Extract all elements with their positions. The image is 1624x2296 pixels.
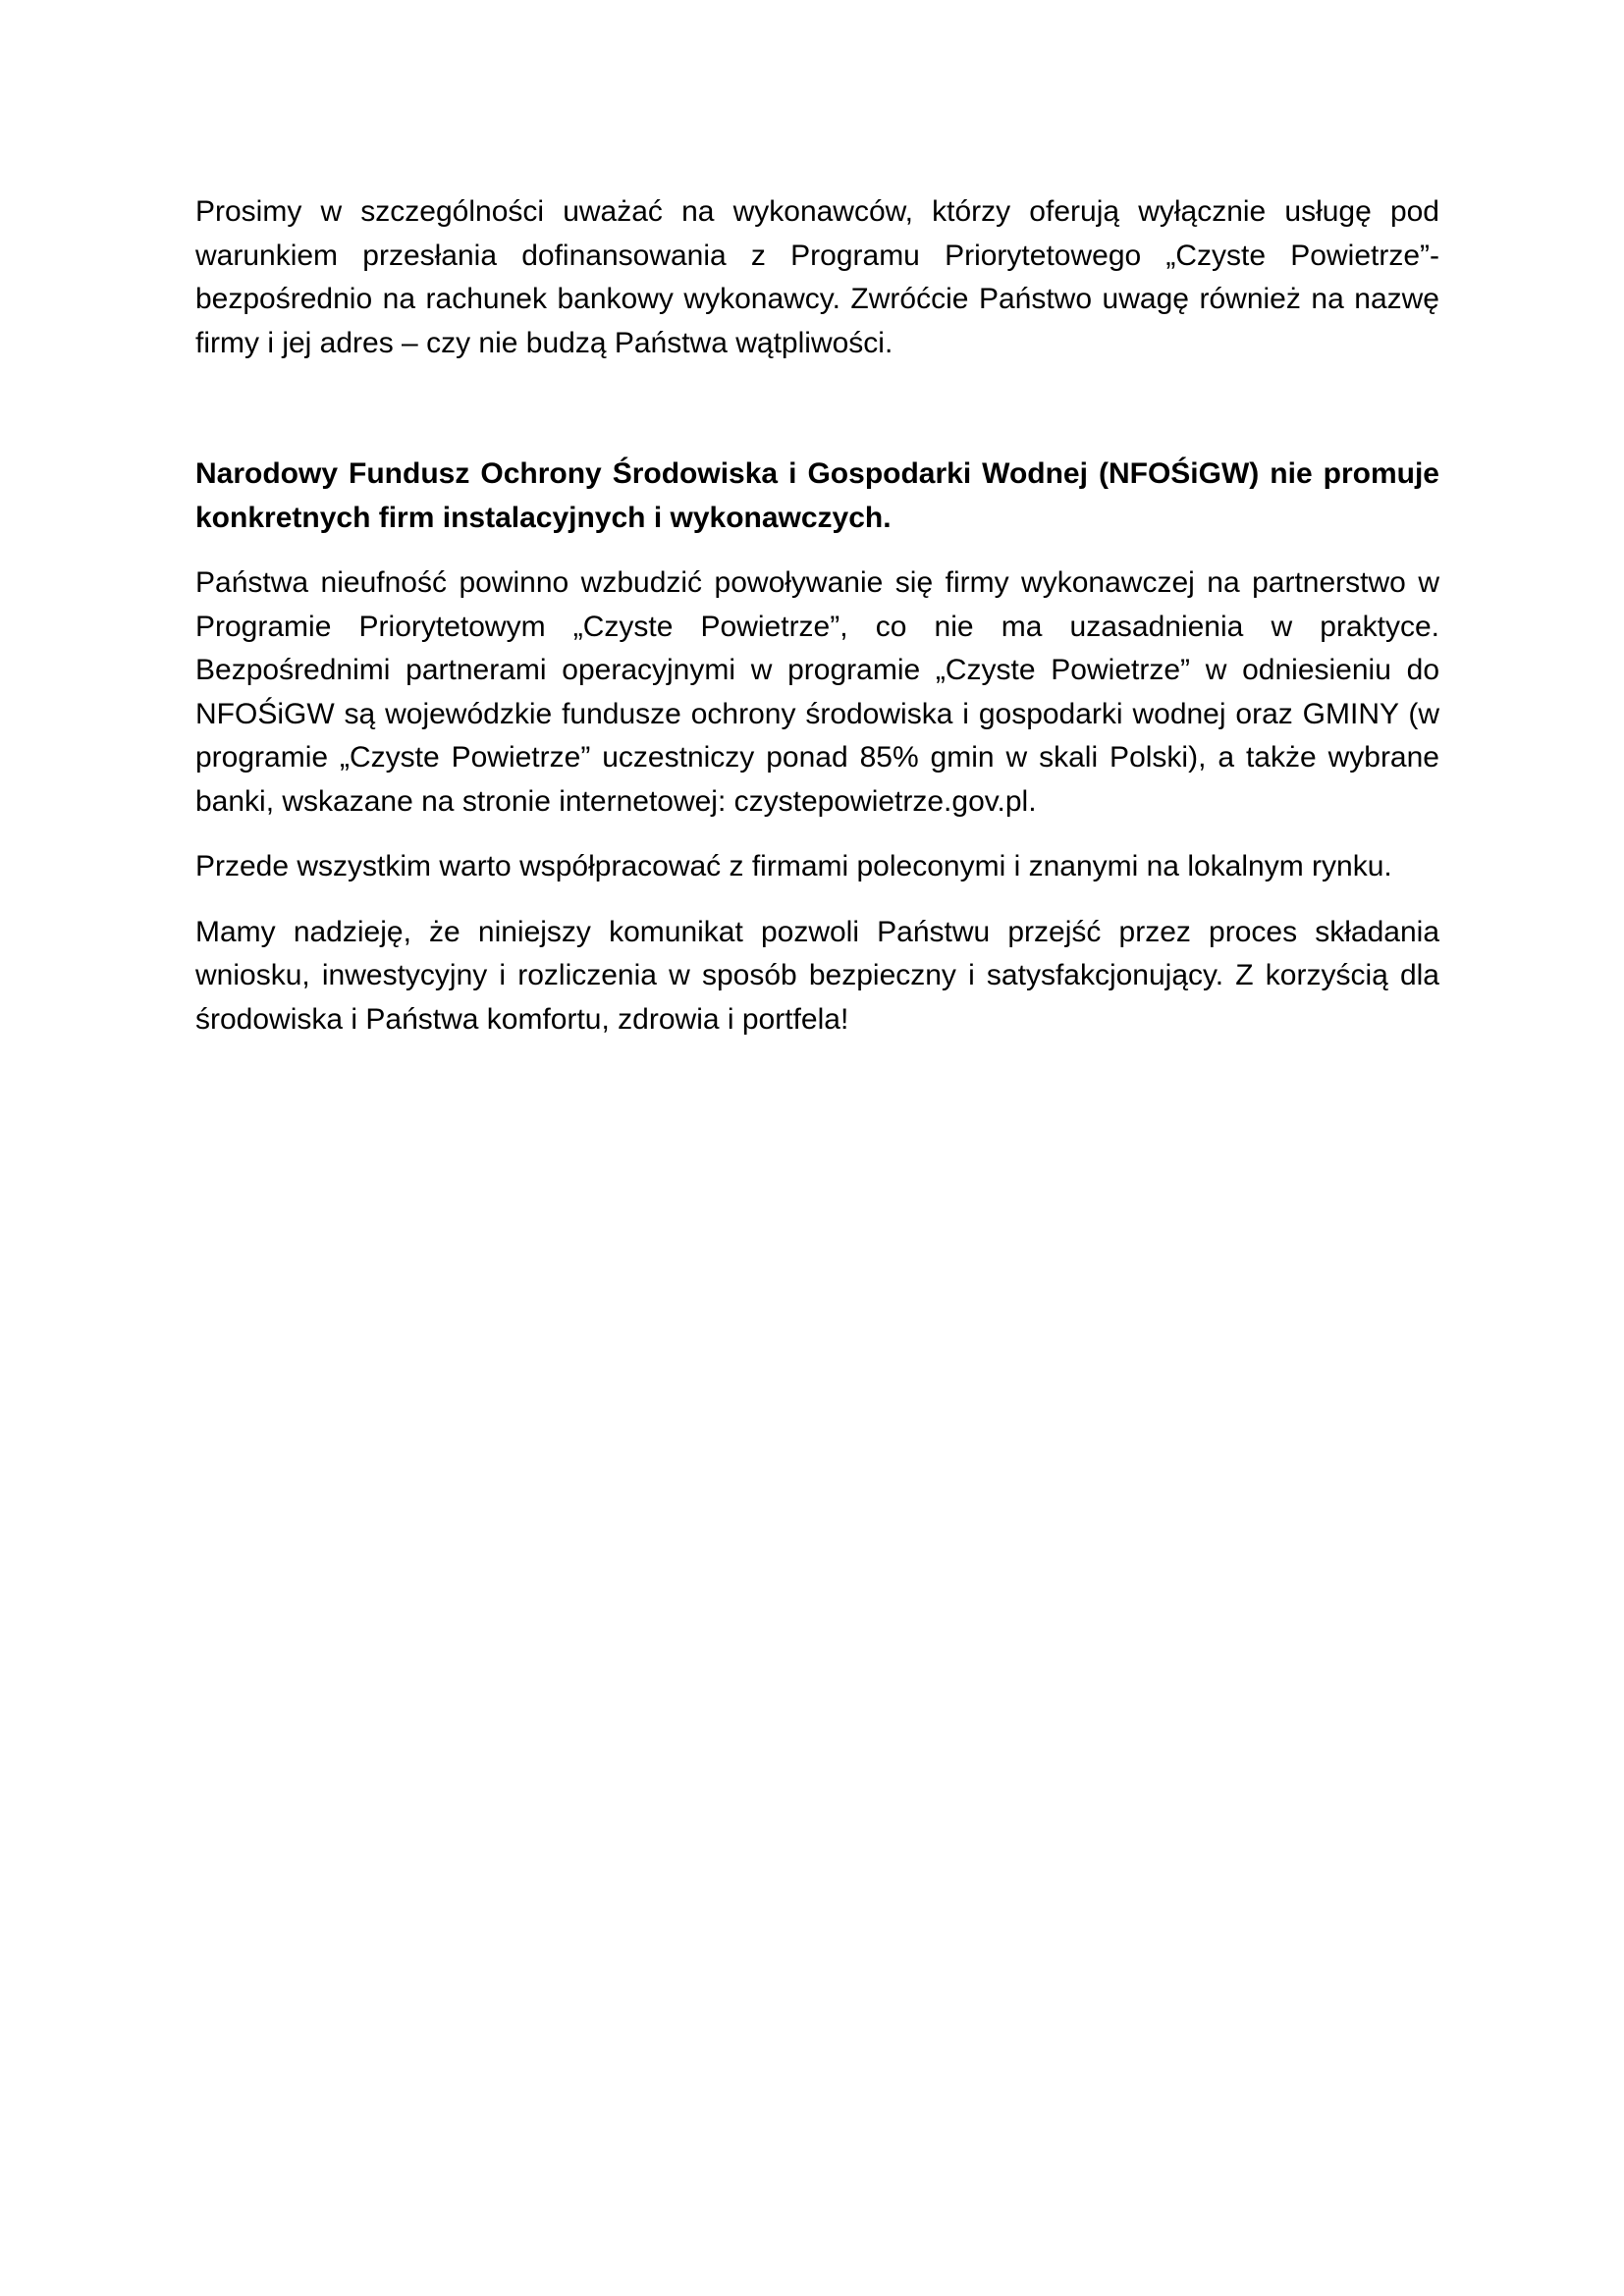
paragraph-closing: Mamy nadzieję, że niniejszy komunikat pozwoli Państwu przejść przez proces składania wniosku, inwestycyjny i rozliczenia w sposób bezpieczny i satysfakcjonujący. Z korzyścią dla środowiska i Państwa komfortu, zdrowia i portfela! — [195, 915, 1439, 1036]
document-body — [195, 190, 1439, 1041]
paragraph-nfosigw-statement: Narodowy Fundusz Ochrony Środowiska i Gospodarki Wodnej (NFOŚiGW) nie promuje konkretnych firm instalacyjnych i wykonawczych. — [195, 457, 1439, 534]
paragraph-recommended-firms: Przede wszystkim warto współpracować z firmami poleconymi i znanymi na lokalnym rynku. — [195, 850, 1392, 882]
paragraph-warning-contractors: Prosimy w szczególności uważać na wykonawców, którzy oferują wyłącznie usługę pod warunkiem przesłania dofinansowania z Programu Priorytetowego „Czyste Powietrze”- bezpośrednio na rachunek bankowy wykonawcy. Zwróćcie Państwo uwagę również na nazwę firmy i jej adres – czy nie budzą Państwa wątpliwości. — [195, 195, 1439, 359]
paragraph-partners-info: Państwa nieufność powinno wzbudzić powoływanie się firmy wykonawczej na partnerstwo w Programie Priorytetowym „Czyste Powietrze”, co nie ma uzasadnienia w praktyce. Bezpośrednimi partnerami operacyjnymi w programie „Czyste Powietrze” w odniesieniu do NFOŚiGW są wojewódzkie fundusze ochrony środowiska i gospodarki wodnej oraz GMINY (w programie „Czyste Powietrze” uczestniczy ponad 85% gmin w skali Polski), a także wybrane banki, wskazane na stronie internetowej: czystepowietrze.gov.pl. — [195, 566, 1439, 818]
